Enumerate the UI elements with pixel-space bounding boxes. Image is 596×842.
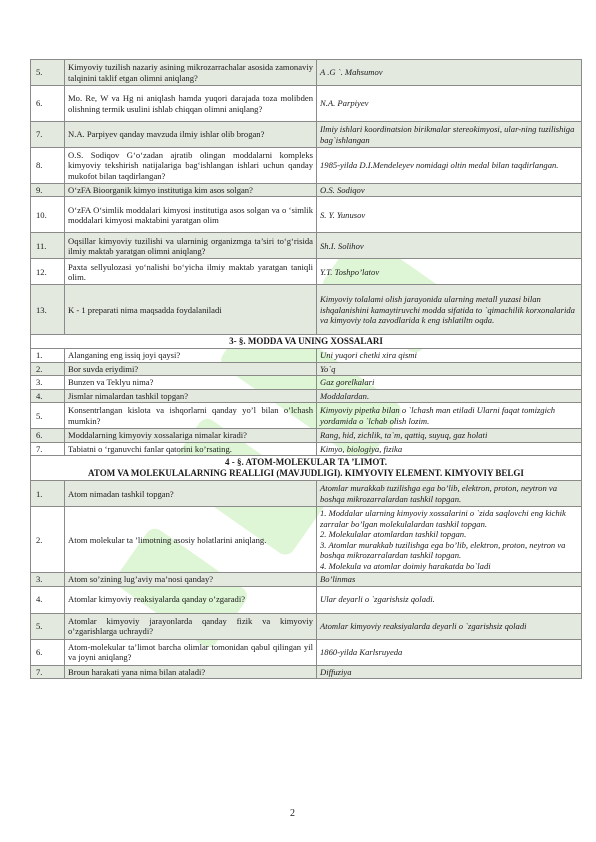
question-text: Atom nimadan tashkil topgan? <box>65 481 317 507</box>
question-text: Bor suvda eriydimi? <box>65 362 317 375</box>
section-heading: ATOM VA MOLEKULALARNING REALLIGI (MAVJUDLIGI). KIMYOVIY ELEMENT. KIMYOVIY BELGI <box>88 468 524 479</box>
question-number: 3. <box>31 573 65 586</box>
question-text: Paxta sellyulozasi yo‘nalishi bo‘yicha ilmiy maktab yaratgan taniqli olim. <box>65 259 317 285</box>
question-number: 13. <box>31 285 65 335</box>
answer-text: Yo`q <box>317 362 582 375</box>
question-text: Kimyoviy tuzilish nazariy asining mikrozarrachalar asosida zamonaviy talqinini taklif etgan olimni aniqlang? <box>65 60 317 86</box>
question-number: 5. <box>31 613 65 639</box>
answer-line: 2. Molekulalar atomlardan tashkil topgan. <box>320 529 467 540</box>
table-row <box>31 148 582 184</box>
answer-text: N.A. Parpiyev <box>317 86 582 122</box>
answer-text: 1860-yilda Karlsruyeda <box>317 639 582 665</box>
table-row <box>31 586 582 613</box>
answer-text: Kimyo, biologiya, fizika <box>317 442 582 455</box>
answer-text: Moddalardan. <box>317 389 582 402</box>
table-row <box>31 573 582 586</box>
answer-text: Sh.I. Solihov <box>317 233 582 259</box>
table-row <box>31 429 582 442</box>
question-text: Moddalarning kimyoviy xossalariga nimalar kiradi? <box>65 429 317 442</box>
document-page <box>30 59 582 679</box>
table-row <box>31 349 582 362</box>
question-text: N.A. Parpiyev qanday mavzuda ilmiy ishlar olib brogan? <box>65 122 317 148</box>
question-text: Oqsillar kimyoviy tuzilishi va ularninig organizmga ta’siri to‘g‘risida ilmiy maktab yaratgan olimni aniqlang? <box>65 233 317 259</box>
page-number: 2 <box>290 808 295 819</box>
answer-text: Uni yuqori chetki xira qismi <box>317 349 582 362</box>
table-row <box>31 197 582 233</box>
answer-text: Kimyoviy pipetka bilan o `lchash man etiladi Ularni faqat tomizgich yordamida o `lchab olish lozim. <box>317 403 582 429</box>
question-text: O‘zFA O‘simlik moddalari kimyosi institutiga asos solgan va o ‘simlik moddalari kimyosi maktabini yaratgan olim <box>65 197 317 233</box>
question-text: O‘zFA Bioorganik kimyo institutiga kim asos solgan? <box>65 184 317 197</box>
question-number: 2. <box>31 362 65 375</box>
question-number: 4. <box>31 586 65 613</box>
question-text: Atomlar kimyoviy reaksiyalarda qanday o’zgaradi? <box>65 586 317 613</box>
section-4-header <box>31 456 582 481</box>
question-number: 5. <box>31 60 65 86</box>
question-number: 1. <box>31 349 65 362</box>
question-text: Atom so’zining lug’aviy ma’nosi qanday? <box>65 573 317 586</box>
section-heading: 3- §. MODDA VA UNING XOSSALARI <box>229 336 383 347</box>
question-number: 12. <box>31 259 65 285</box>
question-text: K - 1 preparati nima maqsadda foydalaniladi <box>65 285 317 335</box>
questions-table <box>30 59 582 679</box>
question-text: Alanganing eng issiq joyi qaysi? <box>65 349 317 362</box>
table-row <box>31 442 582 455</box>
table-row <box>31 233 582 259</box>
question-number: 9. <box>31 184 65 197</box>
question-text: Bunzen va Teklyu nima? <box>65 376 317 389</box>
table-row <box>31 86 582 122</box>
answer-text: Atomlar kimyoviy reaksiyalarda deyarli o `zgarishsiz qoladi <box>317 613 582 639</box>
question-number: 3. <box>31 376 65 389</box>
answer-line: 1. Moddalar ularning kimyoviy xossalarini o `zida saqlovchi eng kichik zarralar bo’lgan molekulalardan tashkil topgan. <box>320 508 566 529</box>
table-row <box>31 481 582 507</box>
answer-text: Ilmiy ishlari koordinatsion birikmalar stereokimyosi, ular-ning tuzilishiga bag`ishlangan <box>317 122 582 148</box>
section-heading: 4 - §. ATOM-MOLEKULAR TA ’LIMOT. <box>225 457 387 468</box>
question-text: Konsentrlangan kislota va ishqorlarni qanday yo’l bilan o’lchash mumkin? <box>65 403 317 429</box>
answer-text: Gaz gorelkalari <box>317 376 582 389</box>
question-number: 1. <box>31 481 65 507</box>
answer-text: Y.T. Toshpo’latov <box>317 259 582 285</box>
table-row <box>31 613 582 639</box>
table-row <box>31 259 582 285</box>
question-text: Atom molekular ta ’limotning asosiy holatlarini aniqlang. <box>65 507 317 573</box>
question-number: 7. <box>31 122 65 148</box>
answer-text: Atomlar murakkab tuzilishga ega bo’lib, elektron, proton, neytron va boshqa mikrozarralardan tashkil topgan. <box>317 481 582 507</box>
question-number: 7. <box>31 442 65 455</box>
question-number: 6. <box>31 429 65 442</box>
question-number: 6. <box>31 639 65 665</box>
answer-text: S. Y. Yunusov <box>317 197 582 233</box>
table-row <box>31 639 582 665</box>
question-text: Jismlar nimalardan tashkil topgan? <box>65 389 317 402</box>
table-row <box>31 389 582 402</box>
table-row <box>31 507 582 573</box>
answer-text: Rang, hid, zichlik, ta`m, qattiq, suyuq, gaz holati <box>317 429 582 442</box>
answer-line: 4. Molekula va atomlar doimiy harakatda bo`ladi <box>320 560 491 571</box>
answer-text: Bo’linmas <box>317 573 582 586</box>
table-row <box>31 665 582 678</box>
table-row <box>31 122 582 148</box>
question-text: Atom-molekular ta’limot barcha olimlar tomonidan qabul qilingan yil va joyni aniqlang? <box>65 639 317 665</box>
question-text: Tabiatni o ‘rganuvchi fanlar qatorini ko’rsating. <box>65 442 317 455</box>
answer-text <box>317 507 582 573</box>
question-text: Broun harakati yana nima bilan ataladi? <box>65 665 317 678</box>
question-number: 7. <box>31 665 65 678</box>
section-3-header <box>31 335 582 349</box>
answer-text: O.S. Sodiqov <box>317 184 582 197</box>
answer-text: Ular deyarli o `zgarishsiz qoladi. <box>317 586 582 613</box>
question-text: O.S. Sodiqov G‘o‘zadan ajratib olingan moddalarni kompleks kimyoviy tekshirish natijalariga bag‘ishlangan ishlari uchun qanday mukofot bilan taqdirlangan? <box>65 148 317 184</box>
table-row <box>31 403 582 429</box>
table-row <box>31 285 582 335</box>
table-row <box>31 362 582 375</box>
answer-text: A .G `. Mahsumov <box>317 60 582 86</box>
answer-text: Diffuziya <box>317 665 582 678</box>
question-text: Mo. Re, W va Hg ni aniqlash hamda yuqori darajada toza molibden olishning termik usulini ishlab chiqqan olimni aniqlang? <box>65 86 317 122</box>
table-row <box>31 376 582 389</box>
question-number: 5. <box>31 403 65 429</box>
answer-text: Kimyoviy tolalami olish jarayonida ularning metall yuzasi bilan ishqalanishini kamaytiruvchi modda sifatida to `qimachilik korxonalarida va kimyoviy tola zavodlarida k eng ishlatiltn oqda. <box>317 285 582 335</box>
question-number: 4. <box>31 389 65 402</box>
question-text: Atomlar kimyoviy jarayonlarda qanday fizik va kimyoviy o’zgarishlarga uchraydi? <box>65 613 317 639</box>
table-row <box>31 184 582 197</box>
table-row <box>31 60 582 86</box>
answer-line: 3. Atomlar murakkab tuzilishga ega bo’lib, elektron, proton, neytron va boshqa mikrozarralardan tashkil topgan. <box>320 539 566 561</box>
question-number: 8. <box>31 148 65 184</box>
question-number: 2. <box>31 507 65 573</box>
question-number: 6. <box>31 86 65 122</box>
question-number: 11. <box>31 233 65 259</box>
answer-text: 1985-yilda D.I.Mendeleyev nomidagi oltin medal bilan taqdirlangan. <box>317 148 582 184</box>
question-number: 10. <box>31 197 65 233</box>
